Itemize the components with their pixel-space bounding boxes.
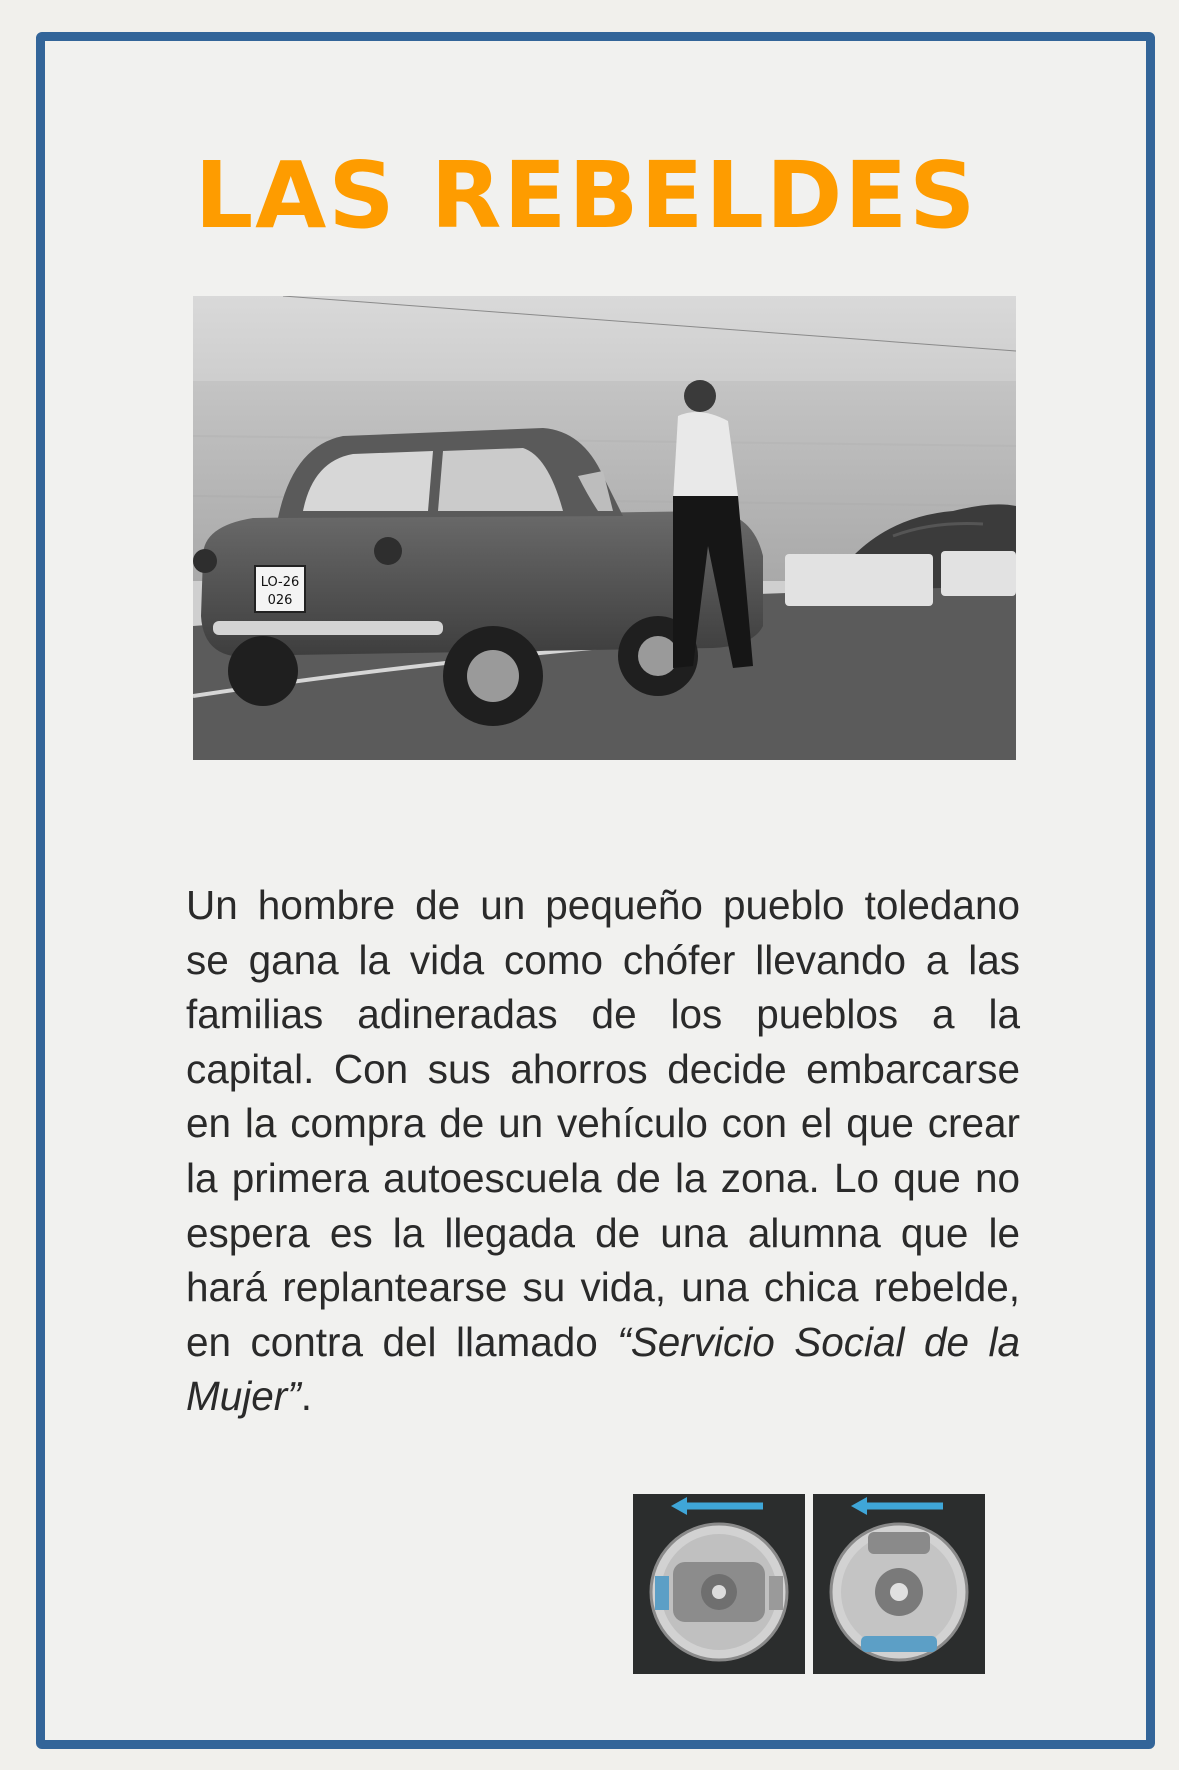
brake-diagrams [633, 1494, 988, 1674]
poster-title: LAS REBELDES [194, 142, 978, 249]
brake-drum-diagram-icon [813, 1494, 985, 1674]
license-plate-line1: LO-26 [260, 575, 300, 590]
description-end: . [300, 1373, 313, 1420]
brake-drum-diagram-icon [633, 1494, 805, 1674]
description-quote: “Servicio Social de la Mujer” [186, 1318, 1020, 1420]
car-photo [193, 296, 1016, 760]
description-paragraph [186, 878, 1020, 1424]
license-plate-line2: 026 [267, 593, 293, 608]
description-text: Un hombre de un pequeño pueblo toledano se gana la vida como chófer llevando a las familias adineradas de los pueblos a la capital. Con sus ahorros decide embarcarse en la compra de un vehículo con el que crear la primera autoescuela de la zona. Lo que no espera es la llegada de una alumna que le hará replantearse su vida, una chica rebelde, en contra del llamado [186, 882, 1020, 1365]
